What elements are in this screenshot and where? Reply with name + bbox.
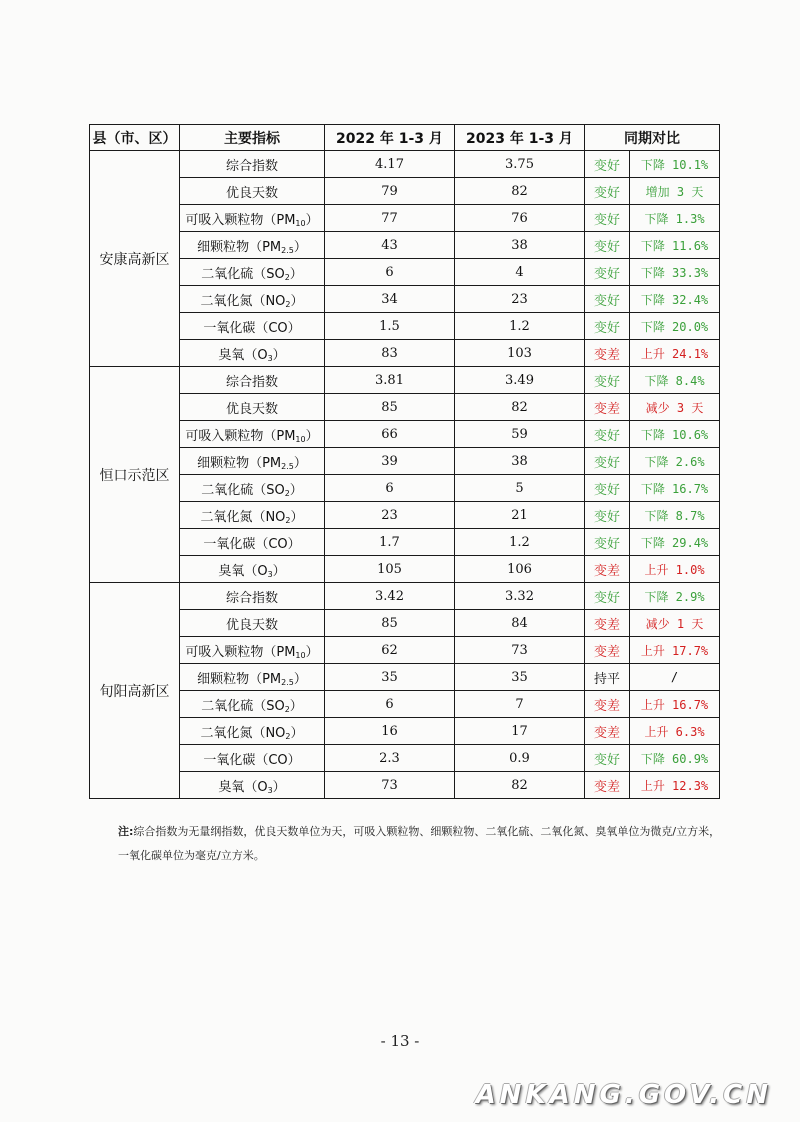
indicator-cell: 二氧化氮$(NO_2)$ [180,286,325,313]
change-cell: 下降 11.6% [630,232,720,259]
status-cell: 变好 [585,421,630,448]
change-cell: 上升 17.7% [630,637,720,664]
change-cell: 下降 16.7% [630,475,720,502]
table-row [90,259,720,286]
change-cell: 下降 20.0% [630,313,720,340]
indicator-cell: 细颗粒物$(PM_{2.5})$ [180,448,325,475]
value-2023-cell: 0.9 [455,745,585,772]
change-cell: 下降 8.4% [630,367,720,394]
indicator-cell: 臭氧$(O_3)$ [180,772,325,799]
value-2023-cell: 23 [455,286,585,313]
header-2022: 2022 年 1-3 月 [325,125,455,151]
value-2022-cell: 4.17 [325,151,455,178]
table-header-row [90,125,720,151]
status-cell: 变好 [585,745,630,772]
status-cell: 变好 [585,529,630,556]
status-cell: 变差 [585,394,630,421]
status-cell: 变差 [585,718,630,745]
value-2022-cell: 16 [325,718,455,745]
status-cell: 变差 [585,772,630,799]
indicator-cell: 可吸入颗粒物$(PM_{10})$ [180,421,325,448]
table-row [90,367,720,394]
indicator-cell: 二氧化氮$(NO_2)$ [180,502,325,529]
change-cell: 上升 16.7% [630,691,720,718]
table-row [90,394,720,421]
value-2023-cell: 106 [455,556,585,583]
table-row [90,475,720,502]
change-cell: 下降 10.1% [630,151,720,178]
value-2022-cell: 77 [325,205,455,232]
county-cell: 安康高新区 [90,151,180,367]
table-row [90,448,720,475]
indicator-cell: 一氧化碳（CO） [180,745,325,772]
value-2022-cell: 85 [325,610,455,637]
change-cell: / [630,664,720,691]
change-cell: 下降 60.9% [630,745,720,772]
table-row [90,745,720,772]
status-cell: 变差 [585,556,630,583]
indicator-cell: 可吸入颗粒物$(PM_{10})$ [180,637,325,664]
value-2022-cell: 79 [325,178,455,205]
page-number: - 13 - [380,1032,420,1050]
status-cell: 变差 [585,610,630,637]
table-row [90,556,720,583]
value-2023-cell: 38 [455,448,585,475]
change-cell: 下降 1.3% [630,205,720,232]
indicator-cell: 臭氧$(O_3)$ [180,340,325,367]
indicator-cell: 一氧化碳（CO） [180,529,325,556]
table-row [90,529,720,556]
change-cell: 下降 29.4% [630,529,720,556]
table-body [90,151,720,799]
indicator-cell: 优良天数 [180,394,325,421]
table-row [90,583,720,610]
value-2023-cell: 76 [455,205,585,232]
value-2022-cell: 35 [325,664,455,691]
value-2022-cell: 34 [325,286,455,313]
header-comparison: 同期对比 [585,125,720,151]
change-cell: 减少 3 天 [630,394,720,421]
change-cell: 下降 32.4% [630,286,720,313]
status-cell: 变好 [585,313,630,340]
header-county: 县（市、区） [90,125,180,151]
table-row [90,151,720,178]
value-2022-cell: 83 [325,340,455,367]
table-row [90,718,720,745]
change-cell: 减少 1 天 [630,610,720,637]
value-2023-cell: 82 [455,772,585,799]
value-2023-cell: 59 [455,421,585,448]
value-2023-cell: 1.2 [455,313,585,340]
status-cell: 变好 [585,205,630,232]
status-cell: 变好 [585,367,630,394]
indicator-cell: 优良天数 [180,178,325,205]
note-text: 综合指数为无量纲指数，优良天数单位为天，可吸入颗粒物、细颗粒物、二氧化硫、二氧化氮、臭氧单位为微克/立方米，一氧化碳单位为毫克/立方米。 [118,825,721,862]
table-row [90,205,720,232]
value-2023-cell: 7 [455,691,585,718]
value-2022-cell: 1.5 [325,313,455,340]
status-cell: 变好 [585,151,630,178]
value-2023-cell: 82 [455,394,585,421]
indicator-cell: 二氧化硫$(SO_2)$ [180,691,325,718]
table-row [90,178,720,205]
change-cell: 增加 3 天 [630,178,720,205]
value-2023-cell: 3.75 [455,151,585,178]
value-2022-cell: 1.7 [325,529,455,556]
status-cell: 变好 [585,502,630,529]
value-2022-cell: 2.3 [325,745,455,772]
table-row [90,421,720,448]
value-2023-cell: 35 [455,664,585,691]
status-cell: 持平 [585,664,630,691]
indicator-cell: 臭氧$(O_3)$ [180,556,325,583]
status-cell: 变好 [585,259,630,286]
value-2022-cell: 62 [325,637,455,664]
change-cell: 下降 2.6% [630,448,720,475]
status-cell: 变差 [585,691,630,718]
site-watermark: ANKANG.GOV.CN [475,1080,772,1110]
value-2023-cell: 103 [455,340,585,367]
value-2023-cell: 1.2 [455,529,585,556]
value-2023-cell: 3.49 [455,367,585,394]
value-2022-cell: 3.42 [325,583,455,610]
status-cell: 变好 [585,475,630,502]
change-cell: 上升 1.0% [630,556,720,583]
table-footnote [118,820,728,868]
indicator-cell: 二氧化硫$(SO_2)$ [180,259,325,286]
indicator-cell: 二氧化硫$(SO_2)$ [180,475,325,502]
value-2022-cell: 73 [325,772,455,799]
value-2022-cell: 85 [325,394,455,421]
value-2022-cell: 6 [325,259,455,286]
header-2023: 2023 年 1-3 月 [455,125,585,151]
status-cell: 变好 [585,583,630,610]
status-cell: 变差 [585,340,630,367]
change-cell: 下降 33.3% [630,259,720,286]
change-cell: 上升 12.3% [630,772,720,799]
indicator-cell: 一氧化碳（CO） [180,313,325,340]
change-cell: 上升 6.3% [630,718,720,745]
change-cell: 下降 8.7% [630,502,720,529]
status-cell: 变好 [585,286,630,313]
table-row [90,637,720,664]
table-row [90,502,720,529]
table-row [90,232,720,259]
value-2023-cell: 4 [455,259,585,286]
county-cell: 恒口示范区 [90,367,180,583]
value-2022-cell: 6 [325,691,455,718]
table-row [90,340,720,367]
status-cell: 变好 [585,178,630,205]
value-2022-cell: 23 [325,502,455,529]
table-row [90,772,720,799]
indicator-cell: 优良天数 [180,610,325,637]
value-2023-cell: 73 [455,637,585,664]
table-row [90,286,720,313]
value-2023-cell: 17 [455,718,585,745]
change-cell: 上升 24.1% [630,340,720,367]
table-row [90,664,720,691]
table-row [90,691,720,718]
value-2022-cell: 6 [325,475,455,502]
value-2023-cell: 82 [455,178,585,205]
status-cell: 变好 [585,232,630,259]
indicator-cell: 二氧化氮$(NO_2)$ [180,718,325,745]
indicator-cell: 细颗粒物$(PM_{2.5})$ [180,232,325,259]
note-label: 注: [118,825,134,838]
value-2023-cell: 21 [455,502,585,529]
change-cell: 下降 2.9% [630,583,720,610]
value-2022-cell: 3.81 [325,367,455,394]
status-cell: 变好 [585,448,630,475]
value-2023-cell: 5 [455,475,585,502]
indicator-cell: 综合指数 [180,583,325,610]
header-indicator: 主要指标 [180,125,325,151]
table-row [90,313,720,340]
indicator-cell: 细颗粒物$(PM_{2.5})$ [180,664,325,691]
value-2022-cell: 43 [325,232,455,259]
indicator-cell: 综合指数 [180,151,325,178]
change-cell: 下降 10.6% [630,421,720,448]
value-2023-cell: 3.32 [455,583,585,610]
indicator-cell: 可吸入颗粒物$(PM_{10})$ [180,205,325,232]
table-row [90,610,720,637]
county-cell: 旬阳高新区 [90,583,180,799]
value-2022-cell: 105 [325,556,455,583]
air-quality-table [89,124,720,799]
value-2023-cell: 84 [455,610,585,637]
value-2022-cell: 66 [325,421,455,448]
status-cell: 变差 [585,637,630,664]
indicator-cell: 综合指数 [180,367,325,394]
value-2023-cell: 38 [455,232,585,259]
value-2022-cell: 39 [325,448,455,475]
